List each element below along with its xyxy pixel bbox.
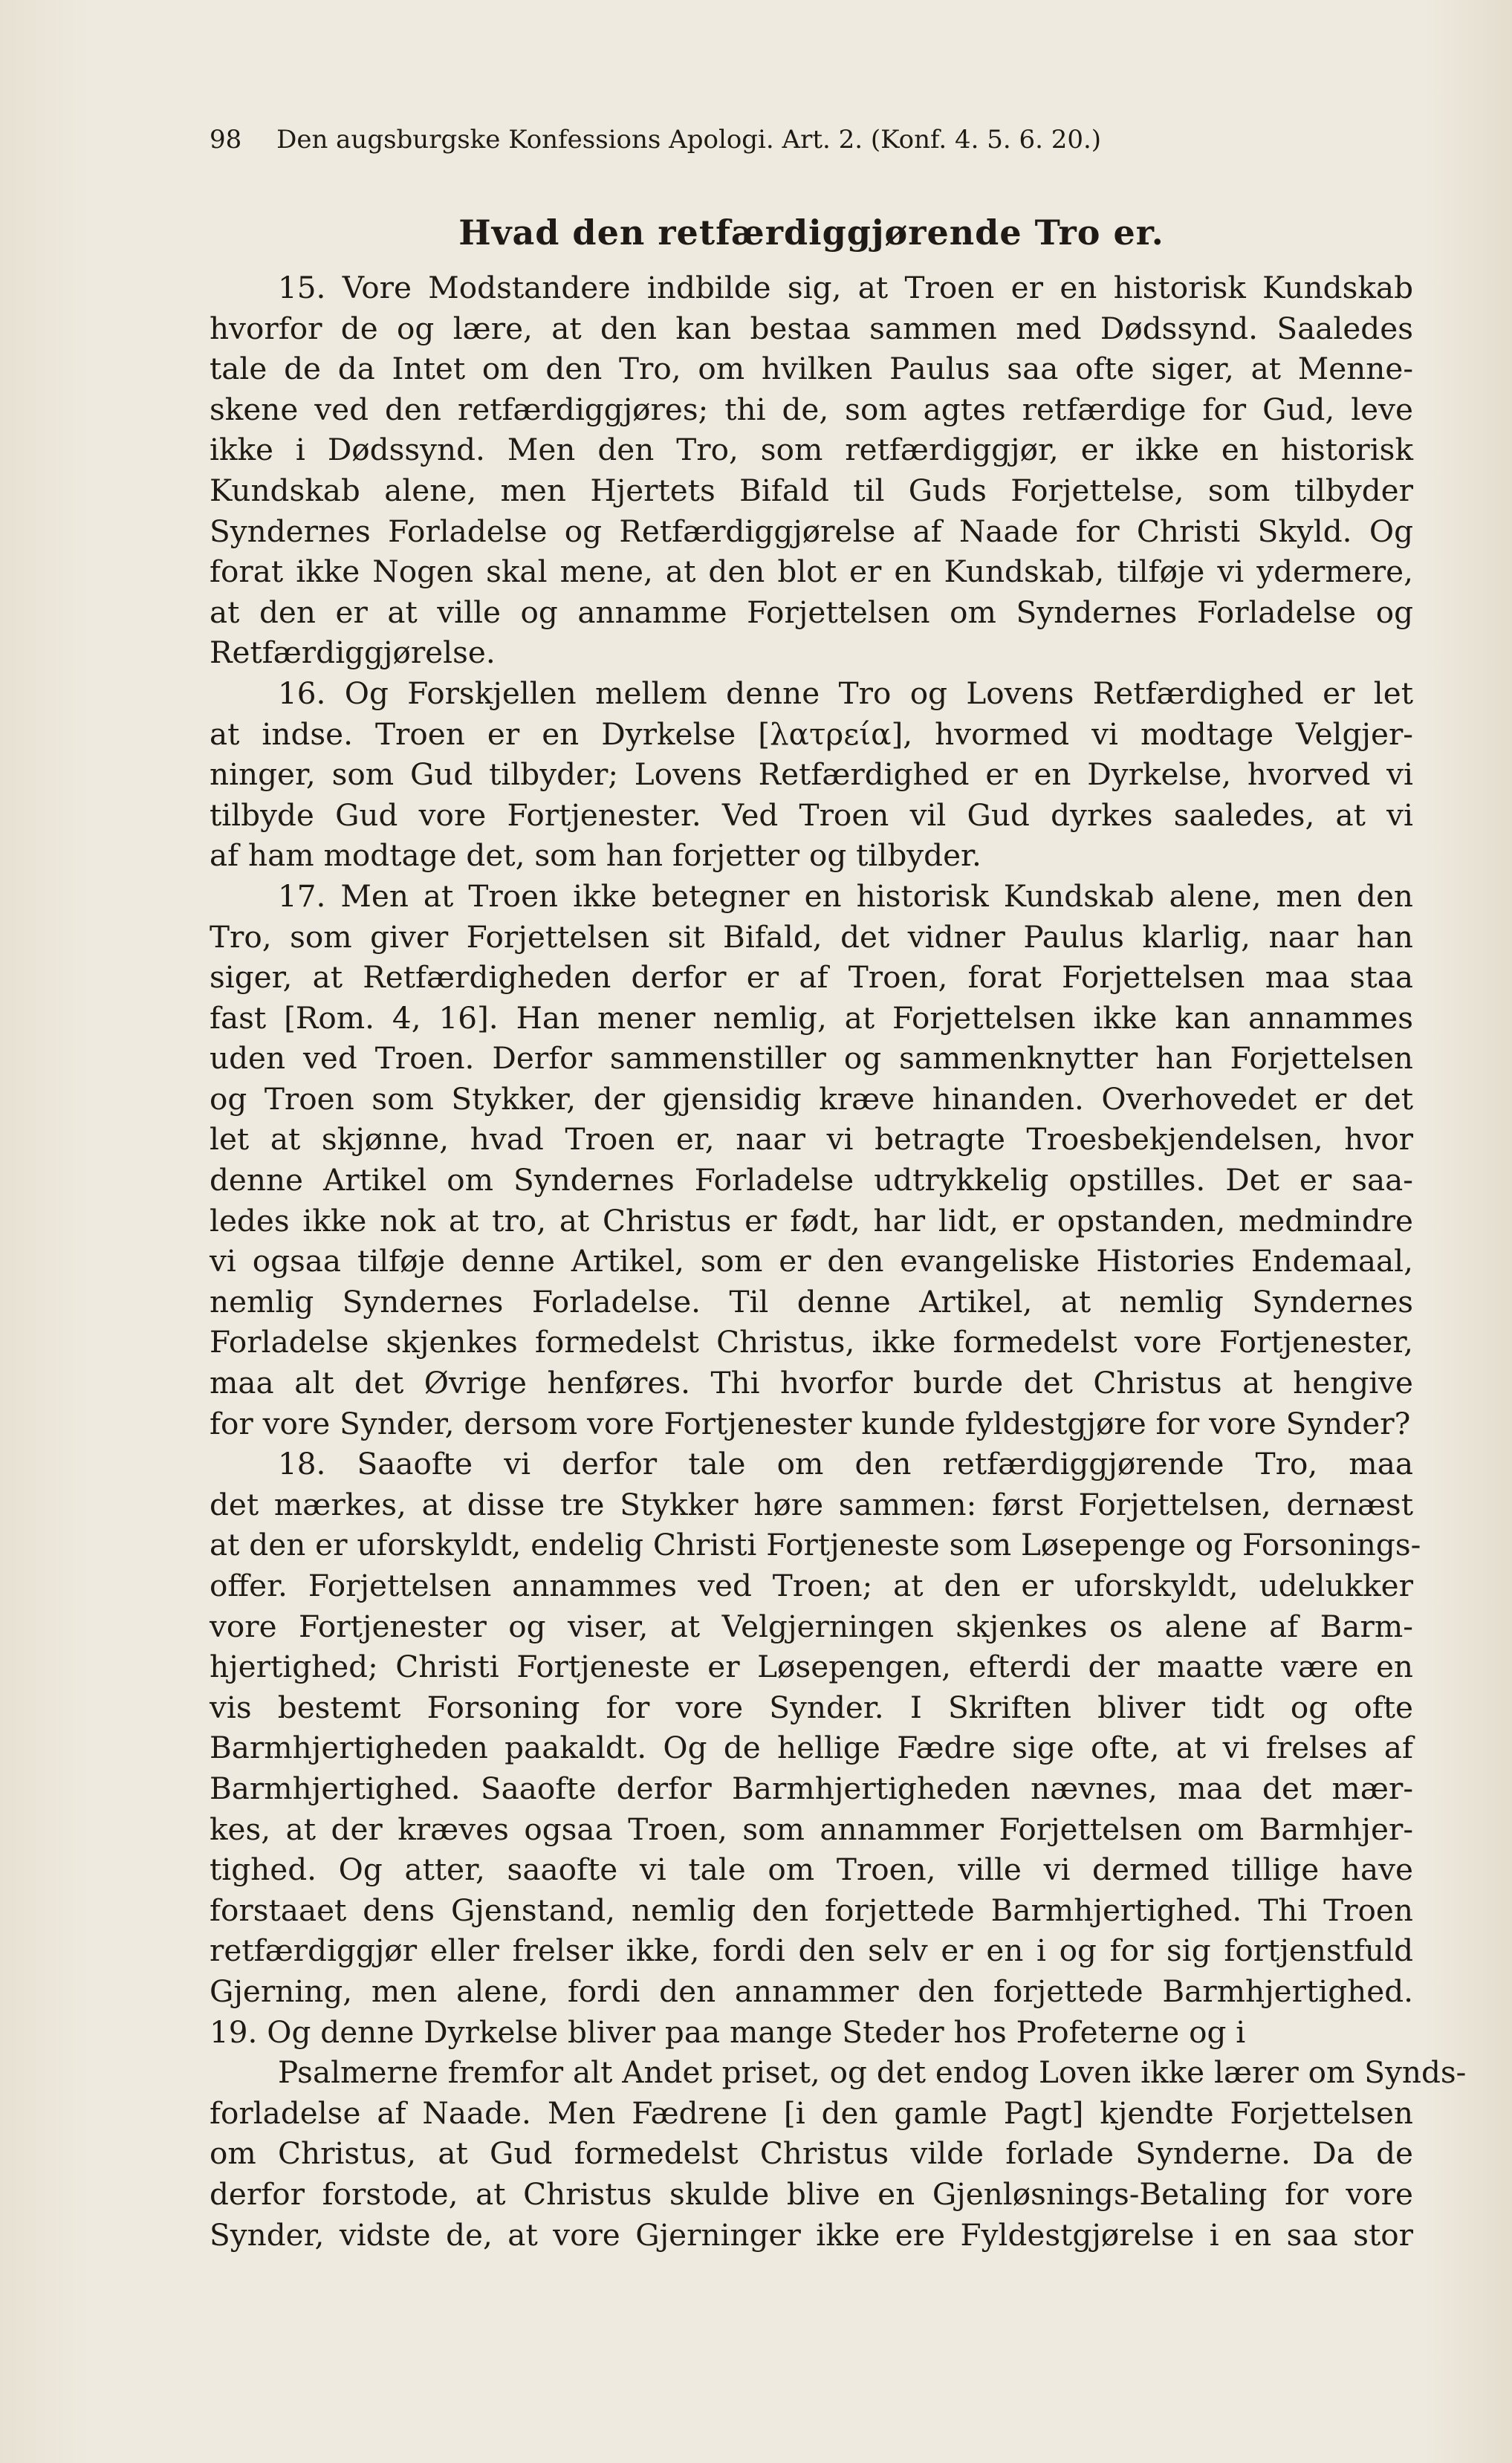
text-line: denne Artikel om Syndernes Forladelse udtrykkelig opstilles. Det er saa-: [210, 1162, 1413, 1198]
text-line: hjertighed; Christi Fortjeneste er Løsepengen, efterdi der maatte være en: [210, 1649, 1413, 1685]
text-line: Syndernes Forladelse og Retfærdiggjørelse af Naade for Christi Skyld. Og: [210, 513, 1413, 549]
text-line: fast [Rom. 4, 16]. Han mener nemlig, at Forjettelsen ikke kan annammes: [210, 999, 1413, 1036]
text-line: Forladelse skjenkes formedelst Christus, ikke formedelst vore Fortjenester,: [210, 1324, 1413, 1360]
text-line: hvorfor de og lære, at den kan bestaa sammen med Dødssynd. Saaledes: [210, 310, 1413, 346]
text-line: 19. Og denne Dyrkelse bliver paa mange Steder hos Profeterne og i: [210, 2013, 1246, 2050]
text-line: nemlig Syndernes Forladelse. Til denne Artikel, at nemlig Syndernes: [210, 1283, 1413, 1320]
text-line: offer. Forjettelsen annammes ved Troen; at den er uforskyldt, udelukker: [210, 1568, 1413, 1603]
text-line: 15. Vore Modstandere indbilde sig, at Troen er en historisk Kundskab: [278, 270, 1413, 305]
text-line: forat ikke Nogen skal mene, at den blot er en Kundskab, tilføje vi ydermere,: [210, 554, 1413, 590]
text-line: tighed. Og atter, saaofte vi tale om Troen, ville vi dermed tillige have: [210, 1852, 1413, 1888]
text-line: skene ved den retfærdiggjøres; thi de, som agtes retfærdige for Gud, leve: [210, 391, 1413, 427]
text-line: siger, at Retfærdigheden derfor er af Troen, forat Forjettelsen maa staa: [210, 959, 1413, 996]
text-line: vore Fortjenester og viser, at Velgjerningen skjenkes os alene af Barm-: [210, 1608, 1413, 1644]
text-line: Barmhjertighed. Saaofte derfor Barmhjertigheden nævnes, maa det mær-: [210, 1770, 1413, 1806]
text-line: om Christus, at Gud formedelst Christus vilde forlade Synderne. Da de: [210, 2135, 1413, 2172]
text-line: ninger, som Gud tilbyder; Lovens Retfærdighed er en Dyrkelse, hvorved vi: [210, 756, 1413, 793]
running-title: Den augsburgske Konfessions Apologi. Art. 2. (Konf. 4. 5. 6. 20.): [276, 125, 1102, 155]
text-line: at den er uforskyldt, endelig Christi Fortjeneste som Løsepenge og Forsonings-: [210, 1527, 1421, 1563]
text-line: vis bestemt Forsoning for vore Synder. I Skriften bliver tidt og ofte: [210, 1689, 1413, 1725]
text-line: Kundskab alene, men Hjertets Bifald til Guds Forjettelse, som tilbyder: [210, 472, 1413, 508]
text-line: 17. Men at Troen ikke betegner en historisk Kundskab alene, men den: [278, 877, 1413, 914]
text-line: vi ogsaa tilføje denne Artikel, som er den evangeliske Histories Endemaal,: [210, 1243, 1413, 1279]
text-line: maa alt det Øvrige henføres. Thi hvorfor burde det Christus at hengive: [210, 1365, 1413, 1401]
text-line: Retfærdiggjørelse.: [210, 635, 496, 671]
text-line: forstaaet dens Gjenstand, nemlig den forjettede Barmhjertighed. Thi Troen: [210, 1892, 1413, 1928]
section-heading: Hvad den retfærdiggjørende Tro er.: [458, 212, 1164, 253]
text-line: Psalmerne fremfor alt Andet priset, og det endog Loven ikke lærer om Synds-: [278, 2054, 1467, 2091]
text-line: af ham modtage det, som han forjetter og tilbyder.: [210, 837, 981, 874]
text-line: ledes ikke nok at tro, at Christus er født, har lidt, er opstanden, medmindre: [210, 1202, 1413, 1239]
text-line: for vore Synder, dersom vore Fortjenester kunde fyldestgjøre for vore Synder?: [210, 1405, 1411, 1441]
text-line: let at skjønne, hvad Troen er, naar vi betragte Troesbekjendelsen, hvor: [210, 1121, 1413, 1158]
text-line: tilbyde Gud vore Fortjenester. Ved Troen vil Gud dyrkes saaledes, at vi: [210, 796, 1413, 833]
text-line: Tro, som giver Forjettelsen sit Bifald, det vidner Paulus klarlig, naar han: [210, 918, 1413, 955]
text-line: Barmhjertigheden paakaldt. Og de hellige Fædre sige ofte, at vi frelses af: [210, 1730, 1413, 1766]
text-line: kes, at der kræves ogsaa Troen, som annammer Forjettelsen om Barmhjer-: [210, 1811, 1413, 1847]
text-line: tale de da Intet om den Tro, om hvilken Paulus saa ofte siger, at Menne-: [210, 351, 1413, 387]
text-line: 16. Og Forskjellen mellem denne Tro og Lovens Retfærdighed er let: [278, 675, 1413, 711]
text-line: Gjerning, men alene, fordi den annammer den forjettede Barmhjertighed.: [210, 1973, 1413, 2009]
text-line: at indse. Troen er en Dyrkelse [λατρεία], hvormed vi modtage Velgjer-: [210, 715, 1413, 752]
body-text: [210, 267, 1467, 2255]
text-line: at den er at ville og annamme Forjettelsen om Syndernes Forladelse og: [210, 594, 1413, 630]
text-line: retfærdiggjør eller frelser ikke, fordi den selv er en i og for sig fortjenstfuld: [210, 1933, 1413, 1969]
text-line: 18. Saaofte vi derfor tale om den retfærdiggjørende Tro, maa: [278, 1446, 1413, 1482]
running-header: [210, 117, 1324, 162]
page-number: 98: [210, 125, 242, 155]
text-line: derfor forstode, at Christus skulde blive en Gjenløsnings-Betaling for vore: [210, 2175, 1413, 2212]
text-line: uden ved Troen. Derfor sammenstiller og sammenknytter han Forjettelsen: [210, 1040, 1413, 1077]
text-line: ikke i Dødssynd. Men den Tro, som retfærdiggjør, er ikke en historisk: [210, 432, 1413, 468]
text-line: Synder, vidste de, at vore Gjerninger ikke ere Fyldestgjørelse i en saa stor: [210, 2216, 1413, 2253]
text-line: det mærkes, at disse tre Stykker høre sammen: først Forjettelsen, dernæst: [210, 1486, 1413, 1522]
text-line: forladelse af Naade. Men Fædrene [i den gamle Pagt] kjendte Forjettelsen: [210, 2094, 1413, 2131]
text-line: og Troen som Stykker, der gjensidig kræve hinanden. Overhovedet er det: [210, 1080, 1413, 1117]
